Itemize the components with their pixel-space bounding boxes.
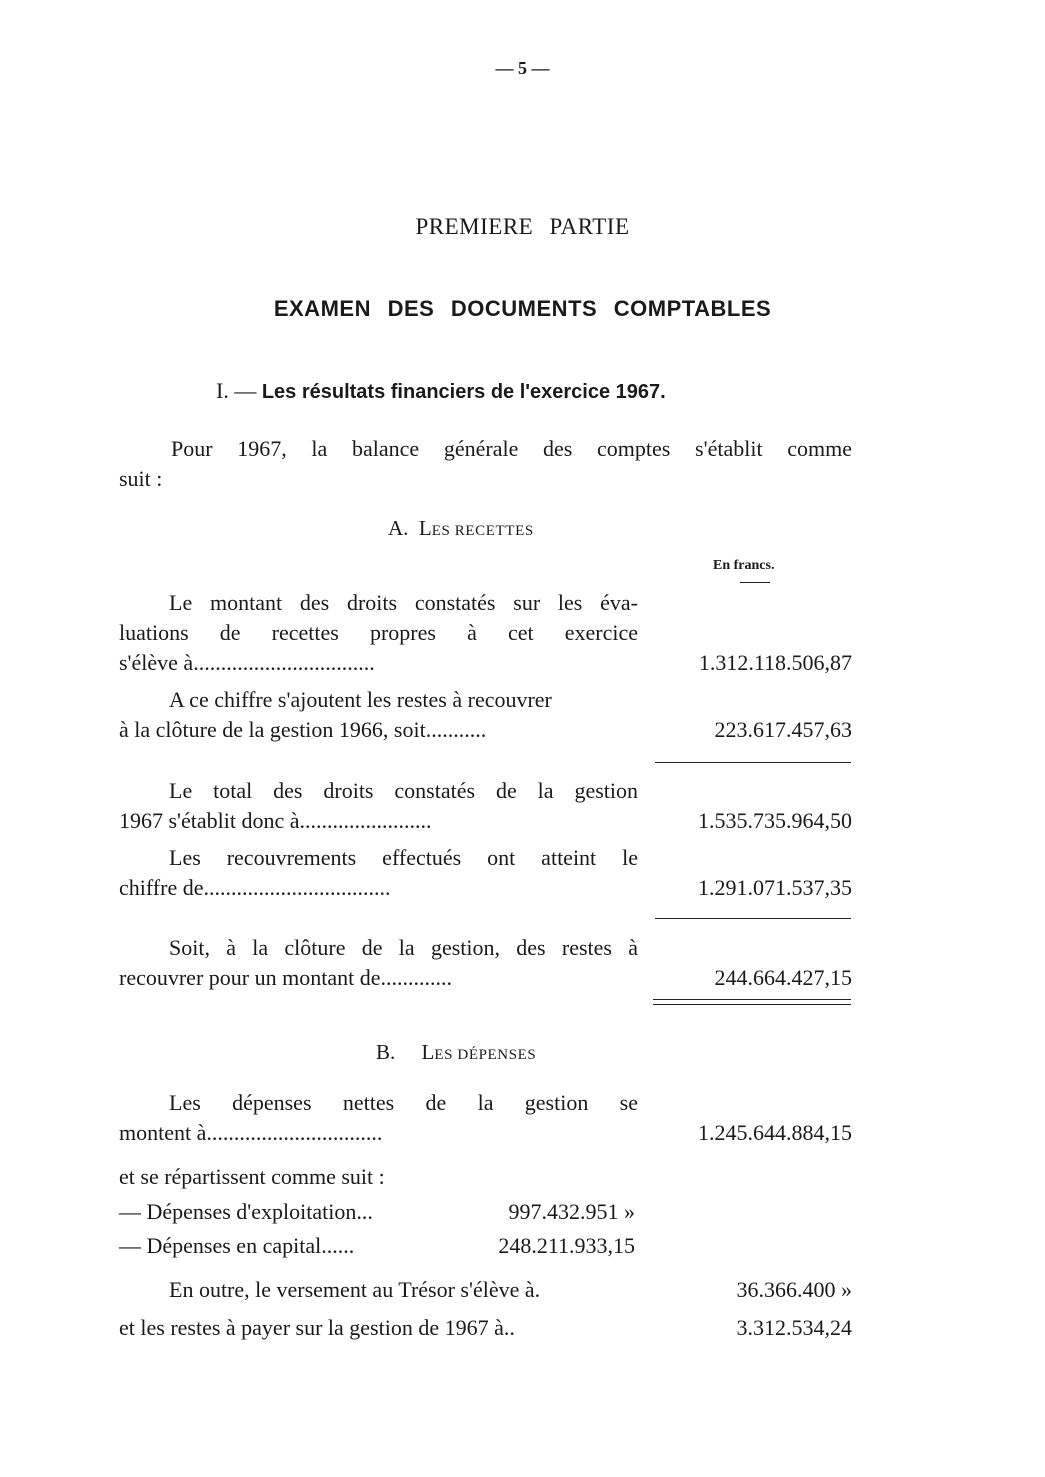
- line: Le montant des droits constatés sur les éva-: [169, 590, 638, 615]
- unit-label: En francs.: [713, 558, 775, 573]
- line: Les recouvrements effectués ont atteint le: [169, 845, 638, 870]
- depenses-rest: ES DÉPENSES: [434, 1047, 537, 1063]
- line: chiffre de..................................: [119, 875, 391, 900]
- tresor-amount: 36.366.400 »: [736, 1277, 852, 1302]
- split-capital-label: — Dépenses en capital......: [119, 1233, 355, 1258]
- recettes-item-5-amount: 244.664.427,15: [714, 965, 852, 990]
- restes-amount: 3.312.534,24: [736, 1315, 852, 1340]
- part-title: PREMIERE PARTIE: [415, 214, 630, 239]
- split-intro: et se répartissent comme suit :: [119, 1164, 385, 1189]
- depenses-net-amount: 1.245.644.884,15: [698, 1120, 852, 1145]
- line: A ce chiffre s'ajoutent les restes à recouvrer: [169, 687, 552, 712]
- intro-line-1: Pour 1967, la balance générale des comptes s'établit comme: [171, 436, 852, 461]
- split-exploitation-label: — Dépenses d'exploitation...: [119, 1199, 373, 1224]
- page-number: — 5 —: [495, 58, 550, 78]
- line: s'élève à.................................: [119, 650, 375, 675]
- recettes-letter: A.: [388, 516, 409, 540]
- recettes-rest: ES RECETTES: [431, 523, 534, 539]
- depenses-heading: [376, 1040, 536, 1065]
- line: Soit, à la clôture de la gestion, des restes à: [169, 935, 638, 960]
- intro-line-2: suit :: [119, 466, 163, 491]
- recettes-item-5: [119, 933, 638, 993]
- recettes-item-2-amount: 223.617.457,63: [714, 717, 852, 742]
- recettes-item-3-amount: 1.535.735.964,50: [698, 808, 852, 833]
- recettes-item-1: [119, 588, 638, 678]
- depenses-letter: B.: [376, 1040, 396, 1064]
- recettes-item-4: [119, 843, 638, 903]
- line: 1967 s'établit donc à........................: [119, 808, 432, 833]
- total-double-rule: [653, 999, 851, 1005]
- line: à la clôture de la gestion 1966, soit...........: [119, 717, 487, 742]
- tresor-label: En outre, le versement au Trésor s'élève à.: [169, 1277, 541, 1302]
- sum-rule-2: [655, 918, 851, 919]
- line: recouvrer pour un montant de.............: [119, 965, 452, 990]
- unit-underline: [740, 582, 770, 583]
- depenses-net: [119, 1088, 638, 1148]
- restes-label: et les restes à payer sur la gestion de 1967 à..: [119, 1315, 515, 1340]
- section-title: Les résultats financiers de l'exercice 1967.: [261, 381, 666, 403]
- recettes-cap: L: [418, 516, 432, 540]
- line: luations de recettes propres à cet exercice: [119, 620, 638, 645]
- sum-rule-1: [655, 762, 851, 763]
- recettes-item-1-amount: 1.312.118.506,87: [698, 650, 852, 675]
- split-capital-amount: 248.211.933,15: [498, 1233, 635, 1258]
- depenses-cap: L: [421, 1040, 435, 1064]
- recettes-item-2: [119, 685, 638, 745]
- line: Les dépenses nettes de la gestion se: [169, 1090, 638, 1115]
- line: Le total des droits constatés de la gestion: [169, 778, 638, 803]
- split-exploitation-amount: 997.432.951 »: [508, 1199, 635, 1224]
- section-number: I. —: [216, 378, 257, 403]
- line: montent à................................: [119, 1120, 383, 1145]
- section-heading: [216, 378, 666, 404]
- recettes-item-4-amount: 1.291.071.537,35: [698, 875, 852, 900]
- main-title: EXAMEN DES DOCUMENTS COMPTABLES: [273, 296, 772, 321]
- recettes-heading: [388, 516, 534, 541]
- recettes-item-3: [119, 776, 638, 836]
